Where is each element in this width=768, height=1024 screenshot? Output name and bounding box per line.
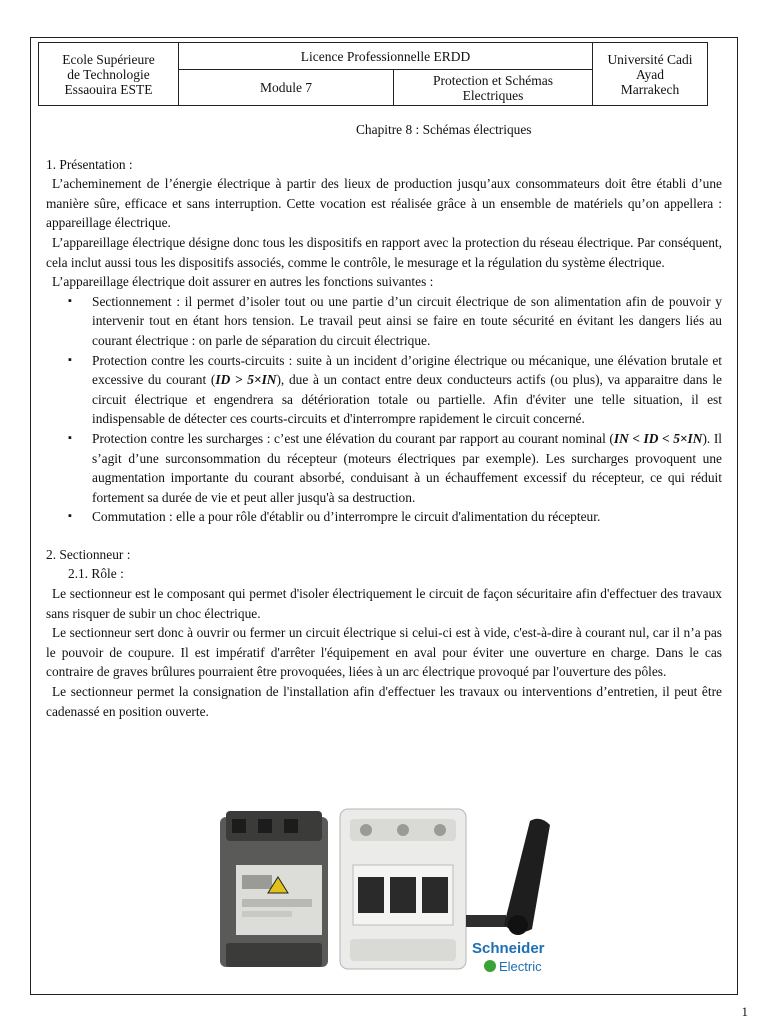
section-1-paragraph-1: L’acheminement de l’énergie électrique à partir des lieux de production jusqu’aux consommateurs doit être établi d’une manière sûre, efficace et sans interruption. Cette vocation est réalisée grâce à un ensemble de matériels qu’on appellera : appareillage électrique. (46, 176, 722, 231)
document-body (46, 120, 722, 721)
section-2-paragraph-3: Le sectionneur permet la consignation de l'installation afin d'effectuer les travaux ou interventions d’entretien, il peut être cadenassé en position ouverte. (46, 684, 722, 719)
school-line-2: de Technologie (67, 66, 150, 82)
fuse-disconnector-image (340, 809, 466, 969)
university-line-3: Marrakech (620, 81, 680, 97)
functions-list (46, 292, 722, 527)
module-cell (179, 70, 394, 106)
brand-name-line-2: Electric (499, 959, 542, 974)
university-line-1: Université Cadi (607, 51, 693, 67)
module-label: Module 7 (259, 80, 313, 95)
university-line-2: Ayad (635, 66, 664, 82)
page-number: 1 (741, 1004, 748, 1019)
chapter-title: Chapitre 8 : Schémas électriques (356, 122, 532, 137)
section-1-paragraph-2: L’appareillage électrique désigne donc tous les dispositifs en rapport avec la protection du réseau électrique. Par conséquent, cela inclut aussi tous les dispositifs associés, comme le contrôle, le mesurage et la régulation du système électrique. (46, 234, 722, 270)
section-1-title: 1. Présentation : (46, 156, 133, 172)
header-table (38, 42, 708, 106)
compact-disconnector-image (220, 811, 328, 967)
course-line-2: Electriques (462, 87, 524, 103)
schneider-electric-logo (472, 940, 545, 974)
list-item (84, 507, 722, 527)
bullet-surcharges-post: ). Il s’agit d’une surconsommation du récepteur (moteurs électriques par exemple). Les surcharges provoquent une augmentation importante du courant absorbé, conduisant à un échauffement excessif du récepteur, ce qui réduit fortement sa durée de vie et peut aller jusqu'à sa destruction. (92, 430, 722, 505)
list-item (84, 351, 722, 429)
school-line-3: Essaouira ESTE (64, 81, 153, 97)
section-2-paragraph-1: Le sectionneur est le composant qui permet d'isoler électriquement le circuit de façon sécuritaire afin d'effectuer des travaux sans risquer de subir un choc électrique. (46, 586, 722, 621)
list-item (84, 292, 722, 351)
bullet-sectionnement: Sectionnement : il permet d’isoler tout ou une partie d’un circuit électrique de son alimentation afin de pouvoir y intervenir tout en étant hors tension. Le travail peut ainsi se faire en toute sécurité en évitant les dangers liés au courant électrique : on parle de séparation du circuit électrique. (92, 293, 722, 348)
bullet-commutation: Commutation : elle a pour rôle d'établir ou d’interrompre le circuit d'alimentation du récepteur. (92, 509, 601, 525)
university-cell (593, 43, 708, 106)
program-title: Licence Professionnelle ERDD (300, 48, 471, 64)
bullet-courts-circuits-post: ), due à un contact entre deux conducteurs actifs (ou plus), va apparaitre dans le circuit électrique et engendrera sa détérioration totale ou partielle. Afin d'éviter une telle situation, il est indispensable de détecter ces courts-circuits et d'interrompre rapidement le circuit concerné. (92, 372, 722, 427)
section-2-paragraph-2: Le sectionneur sert donc à ouvrir ou fermer un circuit électrique si celui-ci est à vide, c'est-à-dire à courant nul, car il n’a pas le pouvoir de coupure. Il est impératif d'arrêter l'équipement en aval pour éviter une ouverture en charge. Dans le cas contraire de graves brûlures pourraient être provoquées, liées à un arc électrique provoqué par l'ouverture des pôles. (46, 625, 722, 680)
list-item (84, 429, 722, 507)
formula-short-circuit: ID > 5×IN (215, 372, 277, 388)
disconnector-photo (218, 805, 558, 985)
section-2-1-title: 2.1. Rôle : (68, 566, 124, 582)
section-1-paragraph-3: L’appareillage électrique doit assurer en autres les fonctions suivantes : (52, 274, 434, 290)
formula-overload: IN < ID < 5×IN (613, 430, 703, 446)
bullet-surcharges-pre: Protection contre les surcharges : c’est une élévation du courant par rapport au courant nominal ( (92, 430, 614, 446)
section-2-title: 2. Sectionneur : (46, 546, 131, 562)
rotary-handle-image (466, 819, 550, 935)
brand-name-line-1: Schneider (472, 940, 545, 957)
school-line-1: Ecole Supérieure (62, 51, 155, 67)
school-cell (39, 43, 179, 106)
course-cell (394, 70, 593, 106)
bullet-courts-circuits-pre: Protection contre les courts-circuits : suite à un incident d’origine électrique ou mécanique, une élévation brutale et excessive du courant ( (92, 352, 722, 388)
course-line-1: Protection et Schémas (433, 72, 553, 88)
program-cell (179, 43, 593, 70)
